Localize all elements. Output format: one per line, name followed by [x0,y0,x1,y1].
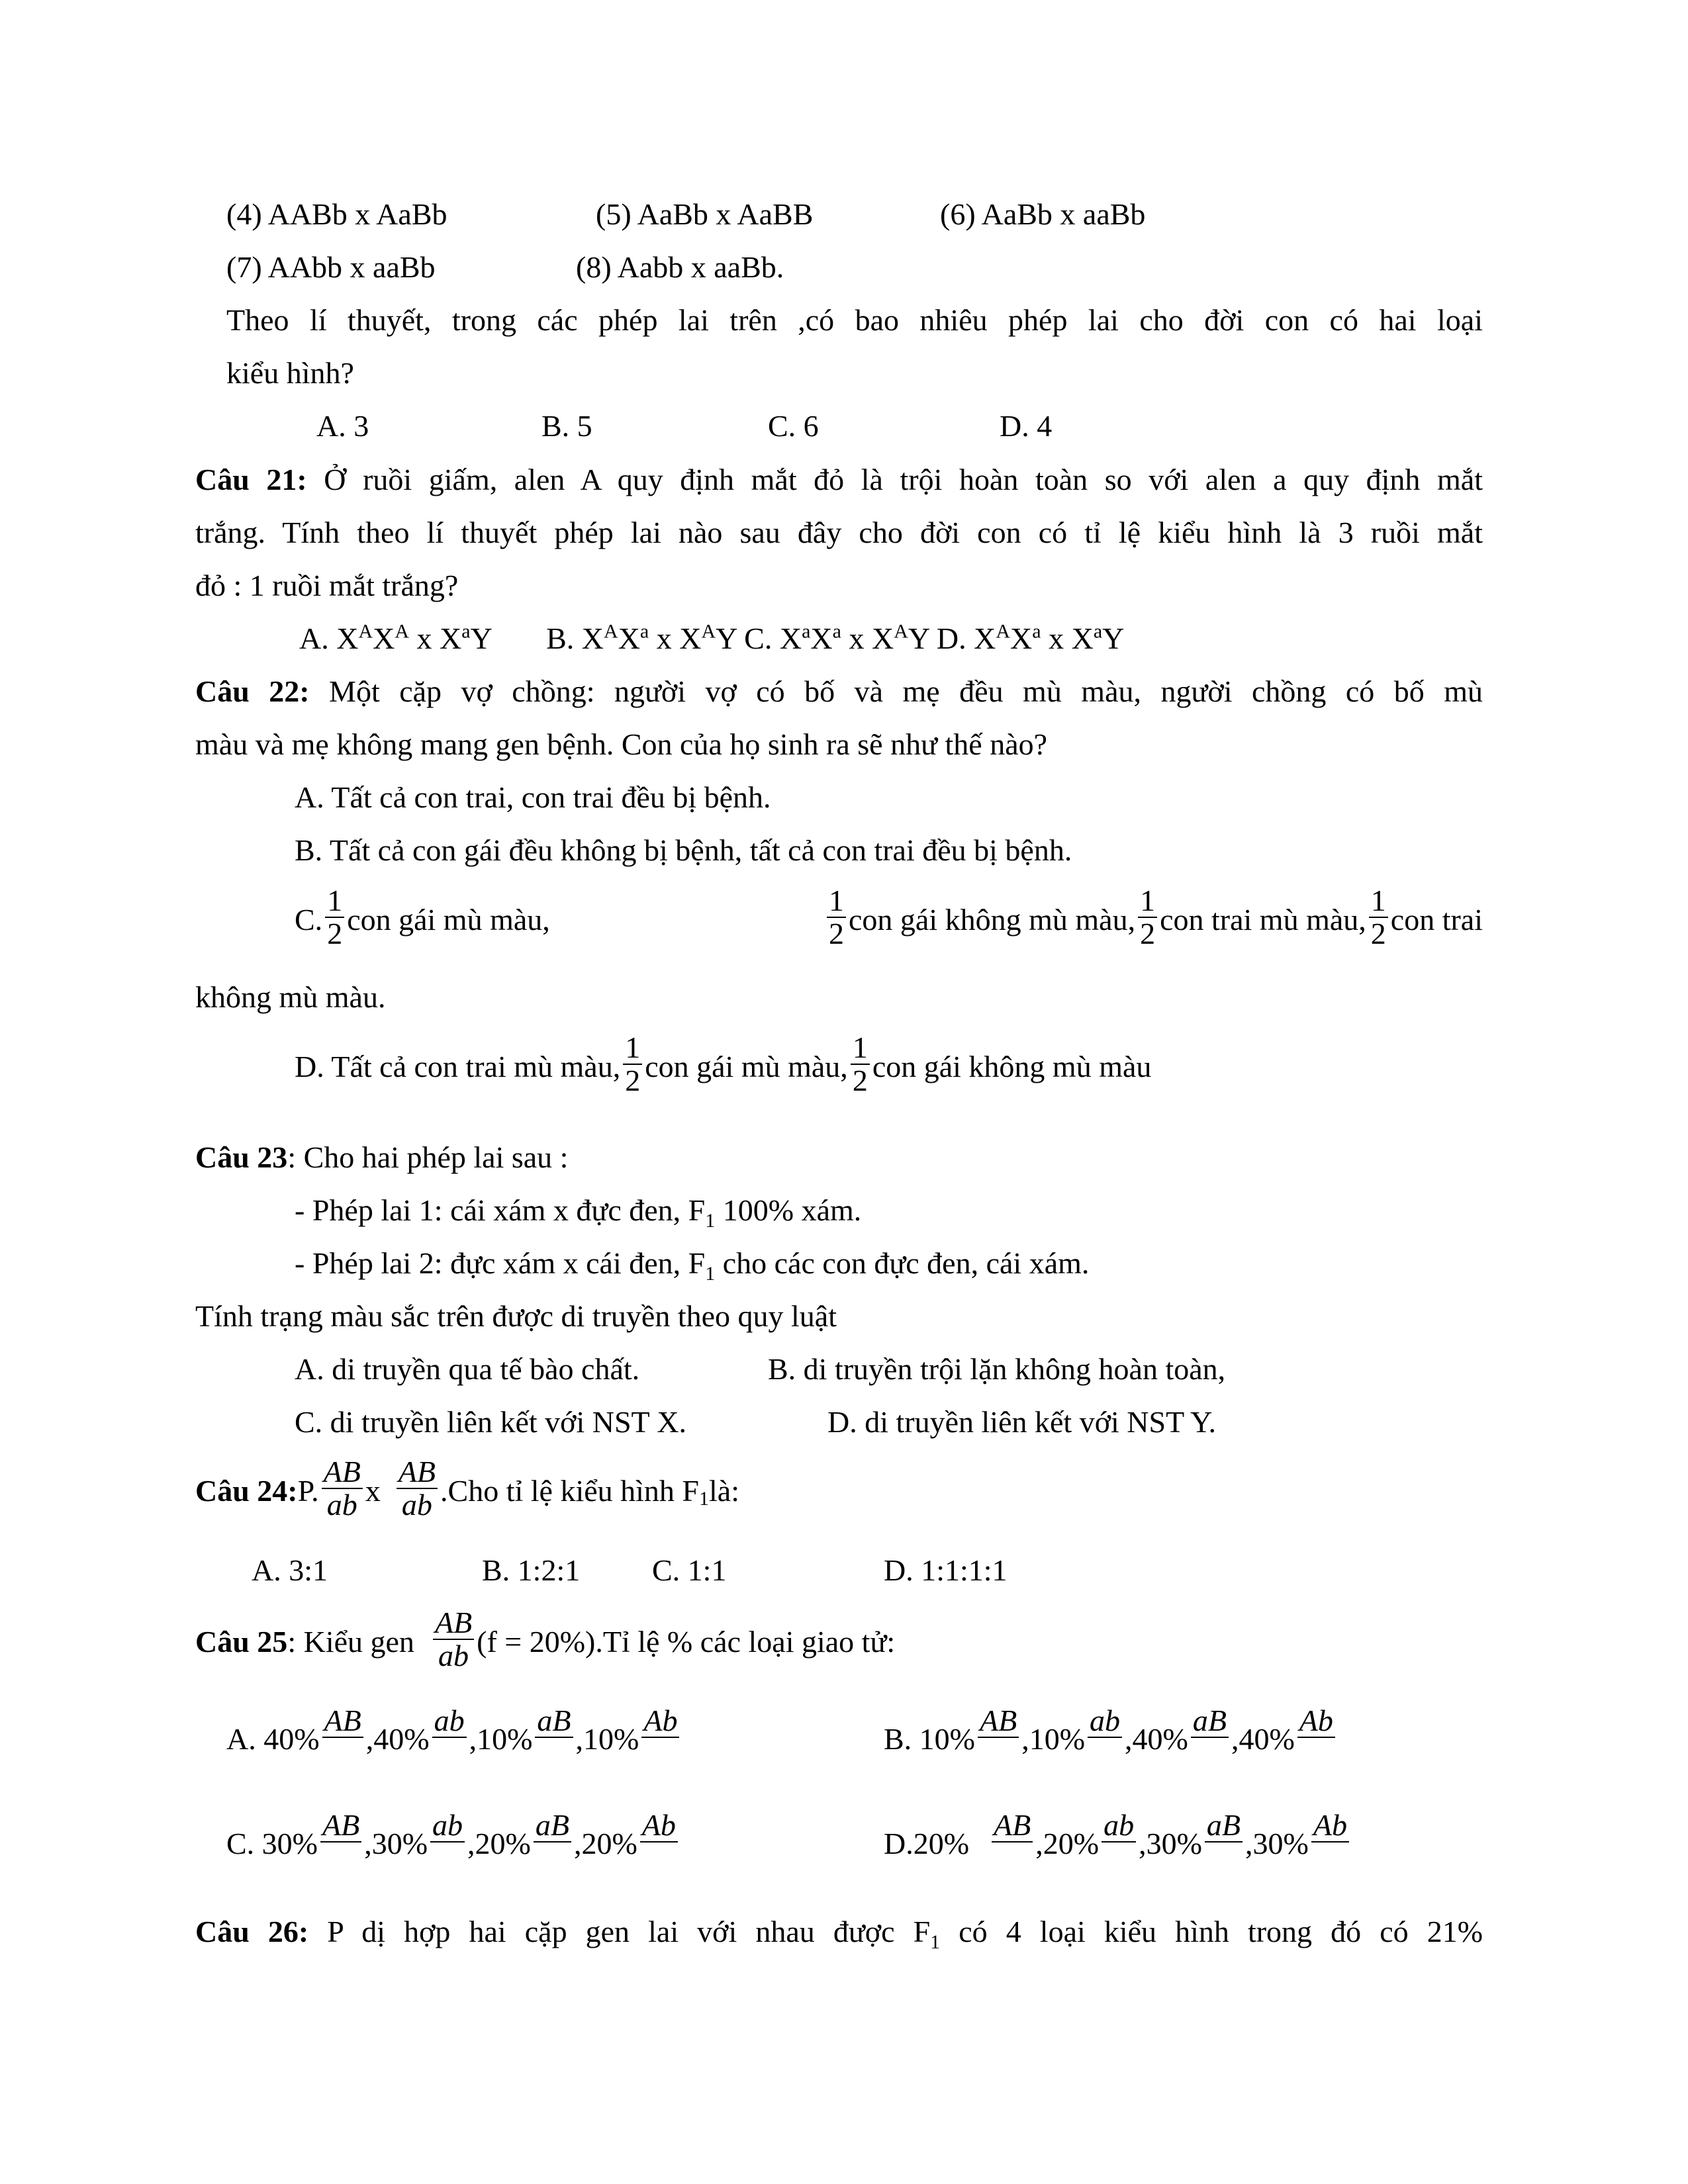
gamete-aB: aB [1191,1705,1229,1768]
q23-question: Tính trạng màu sắc trên được di truyền theo quy luật [195,1299,837,1333]
q23-cross-2: - Phép lai 2: đực xám x cái đen, $F_1$ cho các con đực đen, cái xám. [295,1246,1090,1285]
q25-option-a: A. 40% AB ,40% ab ,10% aB ,10% Ab [226,1706,682,1772]
q25-option-c: C. 30% AB ,30% ab ,20% aB ,20% Ab [226,1811,680,1877]
q24-option-c: C. 1:1 [652,1553,727,1587]
q22-line1: Câu 22: Một cặp vợ chồng: người vợ có bố và mẹ đều mù màu, người chồng có bố mù [195,674,1483,708]
q23-option-c: C. di truyền liên kết với NST X. [295,1405,687,1439]
gamete-aB: aB [1205,1809,1243,1873]
q21-line3: đỏ : 1 ruồi mắt trắng? [195,569,459,602]
q21-option-c: C. $X^aX^a$ x $X^AY$ [744,620,929,655]
genotype-fraction-AB-ab: $\frac{AB}{ab}$ [322,1456,363,1522]
q21-label: Câu 21: [195,463,307,496]
q20-cross-7: (7) AAbb x aaBb [226,250,436,284]
q22-option-c-continued: không mù màu. [195,980,386,1014]
q23-intro: Câu 23: Cho hai phép lai sau : [195,1140,569,1174]
q22-option-c: C. $\frac{1}{2}$ con gái mù màu, $\frac{1}{2}$ con gái không mù màu, $\frac{1}{2}$ con trai mù màu, $\frac{1}{2}$ con trai [295,883,1483,950]
q21-options [299,620,1125,655]
fraction-one-half: $\frac{1}{2}$ [623,1032,642,1097]
q24-label: Câu 24: [195,1474,298,1508]
q20-option-b: B. 5 [541,409,592,443]
fraction-one-half: $\frac{1}{2}$ [325,885,344,950]
q21-text-1: Ở ruồi giấm, alen A quy định mắt đỏ là trội hoàn toàn so với alen a quy định mắt [306,463,1483,496]
q23-cross-1: - Phép lai 1: cái xám x đực đen, $F_1$ 100% xám. [295,1193,862,1232]
q22-option-d: D. Tất cả con trai mù màu, $\frac{1}{2}$ con gái mù màu, $\frac{1}{2}$ con gái không mù màu [295,1030,1152,1097]
q21-option-b: B. $X^AX^a$ x $X^AY$ [546,620,737,655]
q23-label: Câu 23 [195,1140,288,1174]
q26-label: Câu 26: [195,1915,309,1948]
q24-option-d: D. 1:1:1:1 [884,1553,1008,1587]
genotype-fraction-AB-ab: $\frac{AB}{ab}$ [433,1607,474,1672]
q23-option-a: A. di truyền qua tế bào chất. [295,1352,640,1386]
q25-option-d: D.20% AB ,20% ab ,30% aB ,30% Ab [884,1811,1352,1877]
q23-option-b: B. di truyền trội lặn không hoàn toàn, [768,1352,1226,1386]
q20-option-c: C. 6 [768,409,819,443]
q26-line1: Câu 26: P dị hợp hai cặp gen lai với nhau được $F_1$ có 4 loại kiểu hình trong đó có 21% [195,1915,1483,1954]
q20-cross-6: (6) AaBb x aaBb [940,197,1146,231]
fraction-one-half: $\frac{1}{2}$ [1369,885,1388,950]
q21-line1 [195,465,1483,495]
q20-option-a: A. 3 [316,409,369,443]
genotype-fraction-AB-ab: $\frac{AB}{ab}$ [397,1456,438,1522]
gamete-AB: AB [322,1705,363,1768]
q20-question-line2: kiểu hình? [226,356,354,390]
gamete-aB: aB [534,1809,571,1873]
gamete-Ab: Ab [1311,1809,1349,1873]
gamete-Ab: Ab [641,1705,679,1768]
q21-option-a: A. $X^AX^A$ x $X^aY$ [299,620,492,655]
q20-cross-5: (5) AaBb x AaBB [596,197,814,231]
q20-cross-4: (4) AABb x AaBb [226,197,447,231]
q24-option-a: A. 3:1 [252,1553,328,1587]
gamete-AB: AB [992,1809,1033,1873]
fraction-one-half: $\frac{1}{2}$ [1138,885,1157,950]
q25-question: Câu 25 : Kiểu gen $\frac{AB}{ab}$ (f = 20%).Tỉ lệ % các loại giao tử: [195,1605,896,1672]
q24-question: Câu 24: P. $\frac{AB}{ab}$ x $\frac{AB}{ab}$ .Cho tỉ lệ kiểu hình F $_1$ là: [195,1454,739,1522]
gamete-AB: AB [978,1705,1019,1768]
gamete-ab: ab [1088,1705,1122,1768]
q22-option-a: A. Tất cả con trai, con trai đều bị bệnh. [295,780,771,814]
gamete-aB: aB [535,1705,573,1768]
q25-label: Câu 25 [195,1625,288,1659]
gamete-ab: ab [1102,1809,1136,1873]
gamete-ab: ab [430,1809,465,1873]
gamete-AB: AB [320,1809,361,1873]
fraction-one-half: $\frac{1}{2}$ [851,1032,870,1097]
gamete-ab: ab [432,1705,467,1768]
q25-option-b: B. 10% AB ,10% ab ,40% aB ,40% Ab [884,1706,1338,1772]
q22-line2: màu và mẹ không mang gen bệnh. Con của họ sinh ra sẽ như thế nào? [195,727,1048,761]
q21-line2: trắng. Tính theo lí thuyết phép lai nào sau đây cho đời con có tỉ lệ kiểu hình là 3 ruồi mắt [195,516,1483,549]
q22-label: Câu 22: [195,674,310,708]
gamete-Ab: Ab [640,1809,678,1873]
q23-option-d: D. di truyền liên kết với NST Y. [827,1405,1216,1439]
q20-option-d: D. 4 [1000,409,1053,443]
q20-question-line1: Theo lí thuyết, trong các phép lai trên ,có bao nhiêu phép lai cho đời con có hai loại [226,303,1483,337]
gamete-Ab: Ab [1297,1705,1335,1768]
q24-option-b: B. 1:2:1 [482,1553,581,1587]
q20-cross-8: (8) Aabb x aaBb. [576,250,784,284]
fraction-one-half: $\frac{1}{2}$ [827,885,846,950]
q21-option-d: D. $X^AX^a$ x $X^aY$ [936,620,1125,655]
q22-option-b: B. Tất cả con gái đều không bị bệnh, tất cả con trai đều bị bệnh. [295,833,1072,867]
